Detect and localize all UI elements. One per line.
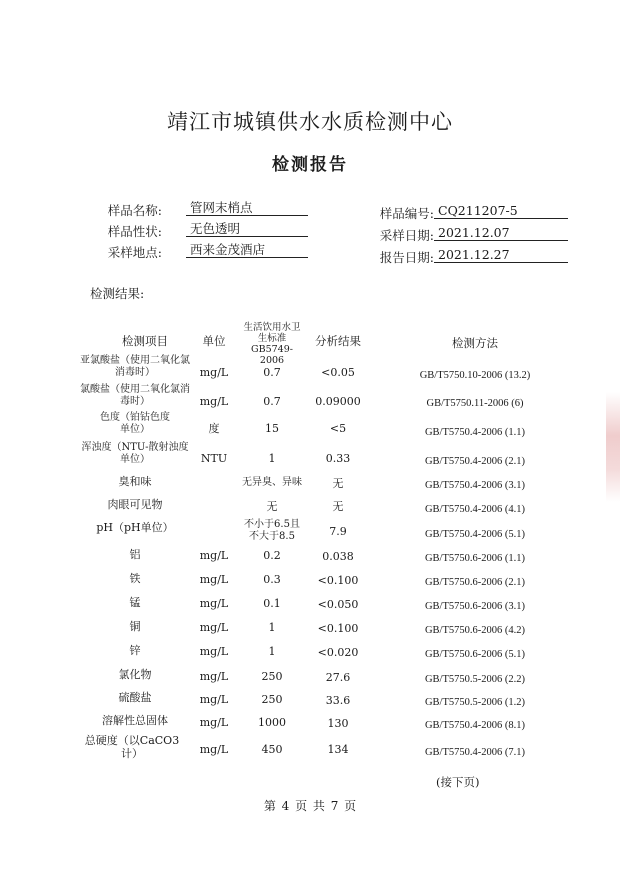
sample-date-label: 采样日期: — [379, 228, 434, 243]
sample-property-label: 样品性状: — [107, 224, 162, 239]
row-method: GB/T5750.4-2006 (8.1) — [424, 720, 526, 731]
report-date-label: 报告日期: — [379, 250, 434, 265]
row-item: 溶解性总固体 — [102, 714, 168, 727]
page-number-footer: 第 4 页 共 7 页 — [263, 799, 357, 813]
row-unit: mg/L — [199, 670, 229, 683]
row-result: 134 — [327, 743, 349, 756]
row-method: GB/T5750.6-2006 (2.1) — [424, 577, 526, 588]
row-unit: mg/L — [199, 743, 229, 756]
row-item: 铜 — [129, 620, 141, 633]
row-unit: mg/L — [199, 573, 229, 586]
row-standard: 0.1 — [263, 597, 281, 610]
row-result: 0.09000 — [315, 395, 361, 408]
report-date-value: 2021.12.27 — [434, 247, 568, 263]
report-title: 检测报告 — [272, 155, 348, 175]
row-result: <0.020 — [317, 646, 359, 659]
header-item: 检测项目 — [122, 334, 168, 348]
row-method: GB/T5750.5-2006 (2.2) — [424, 674, 526, 685]
row-standard: 1000 — [258, 716, 286, 729]
row-unit: mg/L — [199, 549, 229, 562]
row-unit: mg/L — [199, 597, 229, 610]
row-item: 亚氯酸盐（使用二氧化氯消毒时） — [80, 355, 190, 378]
row-unit: mg/L — [199, 395, 229, 408]
row-unit: mg/L — [199, 645, 229, 658]
row-item: 色度（铂钴色度单位） — [100, 412, 170, 435]
row-standard: 450 — [261, 743, 283, 756]
row-method: GB/T5750.4-2006 (4.1) — [424, 504, 526, 515]
row-result: <0.050 — [317, 598, 359, 611]
header-result: 分析结果 — [315, 334, 361, 348]
sample-name-value: 管网末梢点 — [186, 200, 308, 216]
row-unit: mg/L — [199, 366, 229, 379]
row-standard: 250 — [261, 670, 283, 683]
row-standard: 不小于6.5且不大于8.5 — [244, 519, 300, 542]
row-standard: 1 — [268, 621, 276, 634]
row-result: 0.038 — [322, 550, 354, 563]
row-result: 33.6 — [325, 694, 351, 707]
row-method: GB/T5750.4-2006 (5.1) — [424, 529, 526, 540]
row-item: 锌 — [129, 644, 141, 657]
row-item: 浑浊度（NTU-散射浊度单位） — [81, 442, 189, 465]
header-method: 检测方法 — [452, 336, 498, 350]
row-standard: 0.7 — [263, 366, 281, 379]
sample-location-value: 西来金茂酒店 — [186, 242, 308, 258]
row-standard: 无 — [266, 500, 278, 513]
row-method: GB/T5750.4-2006 (2.1) — [424, 456, 526, 467]
row-method: GB/T5750.4-2006 (3.1) — [424, 480, 526, 491]
seal-stamp-edge — [606, 392, 620, 502]
sample-id-label: 样品编号: — [379, 206, 434, 221]
row-method: GB/T5750.4-2006 (1.1) — [424, 427, 526, 438]
continued-note: (接下页) — [436, 775, 480, 789]
sample-location-label: 采样地点: — [107, 245, 162, 260]
row-item: 硫酸盐 — [118, 691, 152, 704]
row-method: GB/T5750.6-2006 (5.1) — [424, 649, 526, 660]
row-standard: 0.3 — [263, 573, 281, 586]
row-item: 臭和味 — [118, 475, 152, 488]
row-result: <0.100 — [317, 574, 359, 587]
results-label: 检测结果: — [90, 286, 145, 301]
sample-id-value: CQ211207-5 — [434, 203, 568, 219]
row-standard: 0.7 — [263, 395, 281, 408]
header-unit: 单位 — [202, 334, 226, 348]
row-method: GB/T5750.10-2006 (13.2) — [419, 370, 531, 381]
row-unit: mg/L — [199, 621, 229, 634]
row-item: pH（pH单位） — [96, 521, 174, 534]
row-standard: 1 — [268, 452, 276, 465]
row-method: GB/T5750.5-2006 (1.2) — [424, 697, 526, 708]
header-standard: 生活饮用水卫生标准GB5749-2006 — [243, 322, 301, 366]
row-result: 130 — [327, 717, 349, 730]
row-item: 铝 — [129, 548, 141, 561]
row-standard: 1 — [268, 645, 276, 658]
row-result: 无 — [332, 477, 344, 490]
row-method: GB/T5750.6-2006 (1.1) — [424, 553, 526, 564]
row-item: 氯酸盐（使用二氧化氯消毒时） — [80, 384, 190, 407]
row-method: GB/T5750.11-2006 (6) — [426, 398, 524, 409]
row-result: 0.33 — [325, 452, 351, 465]
row-result: <0.05 — [321, 366, 355, 379]
row-unit: mg/L — [199, 693, 229, 706]
row-unit: 度 — [208, 422, 220, 435]
row-method: GB/T5750.4-2006 (7.1) — [424, 747, 526, 758]
org-title: 靖江市城镇供水水质检测中心 — [167, 110, 453, 134]
row-method: GB/T5750.6-2006 (3.1) — [424, 601, 526, 612]
row-item: 氯化物 — [118, 668, 152, 681]
row-item: 肉眼可见物 — [107, 498, 163, 511]
row-standard: 15 — [265, 422, 279, 435]
row-result: 无 — [332, 500, 344, 513]
sample-property-value: 无色透明 — [186, 221, 308, 237]
row-standard: 无异臭、异味 — [242, 477, 302, 488]
row-result: <0.100 — [317, 622, 359, 635]
row-standard: 0.2 — [263, 549, 281, 562]
row-item: 总硬度（以CaCO3计） — [84, 734, 180, 760]
sample-date-value: 2021.12.07 — [434, 225, 568, 241]
row-unit: NTU — [200, 452, 228, 465]
row-item: 锰 — [129, 596, 141, 609]
row-item: 铁 — [129, 572, 141, 585]
row-result: 7.9 — [329, 525, 347, 538]
row-unit: mg/L — [199, 716, 229, 729]
row-method: GB/T5750.6-2006 (4.2) — [424, 625, 526, 636]
row-standard: 250 — [261, 693, 283, 706]
sample-name-label: 样品名称: — [107, 203, 162, 218]
row-result: 27.6 — [325, 671, 351, 684]
row-result: <5 — [329, 422, 347, 435]
